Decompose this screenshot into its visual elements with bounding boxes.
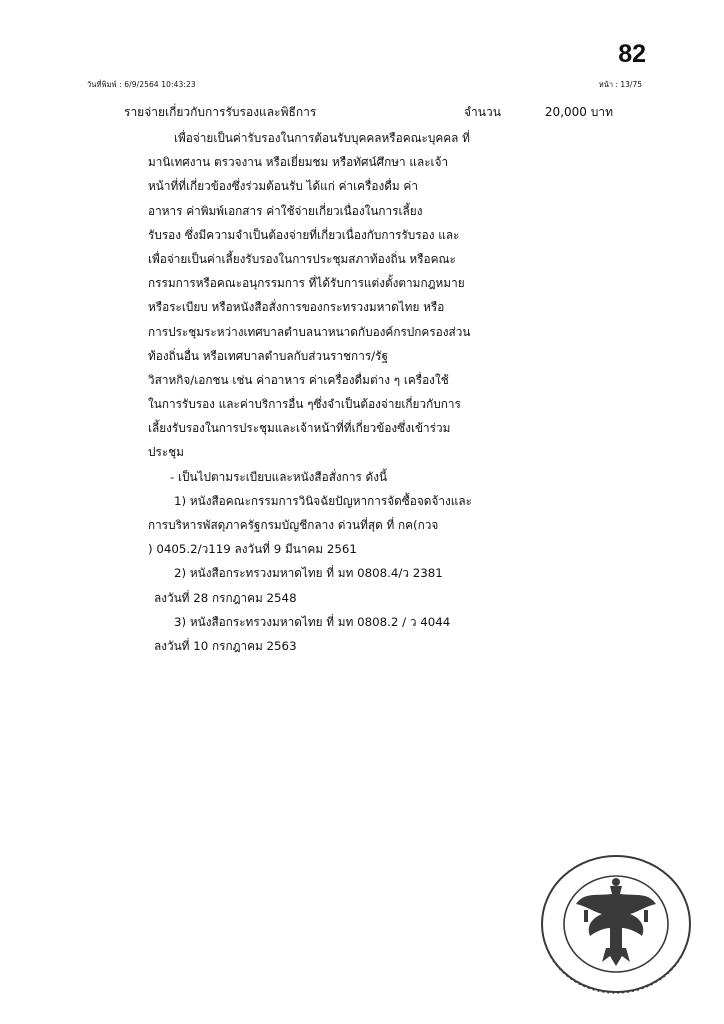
regulation-heading: - เป็นไปตามระเบียบและหนังสือสั่งการ ดังนี้	[170, 469, 388, 484]
body-line: วิสาหกิจ/เอกชน เช่น ค่าอาหาร ค่าเครื่องดื่มต่าง ๆ เครื่องใช้	[148, 372, 449, 387]
body-line: หน้าที่ที่เกี่ยวข้องซึ่งร่วมต้อนรับ ได้แก่ ค่าเครื่องดื่ม ค่า	[148, 179, 418, 194]
body-line: เพื่อจ่ายเป็นค่ารับรองในการต้อนรับบุคคลหรือคณะบุคคล ที่	[174, 131, 470, 145]
amount-value: 20,000 บาท	[544, 105, 613, 119]
body-line: ประชุม	[148, 445, 184, 460]
garuda-seal-icon	[536, 852, 696, 997]
body-line: ในการรับรอง และค่าบริการอื่น ๆซึ่งจำเป็นต้องจ่ายเกี่ยวกับการ	[148, 397, 461, 412]
body-line: ลงวันที่ 10 กรกฎาคม 2563	[154, 638, 297, 653]
body-line: เลี้ยงรับรองในการประชุมและเจ้าหน้าที่ที่เกี่ยวข้องซึ่งเข้าร่วม	[148, 421, 451, 436]
regulation-item: 1) หนังสือคณะกรรมการวินิจฉัยปัญหาการจัดซื้อจดจ้างและ	[174, 493, 472, 508]
print-date: วันที่พิมพ์ : 6/9/2564 10:43:23	[87, 80, 196, 89]
regulation-item: 2) หนังสือกระทรวงมหาดไทย ที่ มท 0808.4/ว 2381	[174, 566, 443, 581]
body-line: มานิเทศงาน ตรวจงาน หรือเยี่ยมชม หรือทัศน์ศึกษา และเจ้า	[148, 155, 449, 170]
body-line: การบริหารพัสดุภาครัฐกรมบัญชีกลาง ด่วนที่สุด ที่ กค(กวจ	[148, 518, 439, 532]
amount-label: จำนวน	[464, 105, 501, 119]
budget-item-row	[124, 103, 644, 123]
body-line: หรือระเบียบ หรือหนังสือสั่งการของกระทรวงมหาดไทย หรือ	[148, 300, 445, 315]
page-number: 82	[618, 40, 646, 68]
body-line: ) 0405.2/ว119 ลงวันที่ 9 มีนาคม 2561	[148, 542, 357, 557]
body-line: อาหาร ค่าพิมพ์เอกสาร ค่าใช้จ่ายเกี่ยวเนื่องในการเลี้ยง	[148, 203, 423, 218]
body-line: ลงวันที่ 28 กรกฎาคม 2548	[154, 590, 297, 605]
body-line: เพื่อจ่ายเป็นค่าเลี้ยงรับรองในการประชุมสภาท้องถิ่น หรือคณะ	[148, 251, 456, 266]
sheet-count: หน้า : 13/75	[598, 80, 642, 89]
body-line: รับรอง ซึ่งมีความจำเป็นต้องจ่ายที่เกี่ยวเนื่องกับการรับรอง และ	[148, 227, 460, 242]
regulation-item: 3) หนังสือกระทรวงมหาดไทย ที่ มท 0808.2 / ว 4044	[174, 614, 451, 629]
body-line: การประชุมระหว่างเทศบาลตำบลนาหนาดกับองค์กรปกครองส่วน	[148, 324, 471, 339]
body-line: ท้องถิ่นอื่น หรือเทศบาลตำบลกับส่วนราชการ/รัฐ	[148, 348, 388, 363]
body-line: กรรมการหรือคณะอนุกรรมการ ที่ได้รับการแต่งตั้งตามกฎหมาย	[148, 276, 465, 291]
item-description	[148, 126, 493, 658]
item-title: รายจ่ายเกี่ยวกับการรับรองและพิธีการ	[124, 105, 317, 119]
